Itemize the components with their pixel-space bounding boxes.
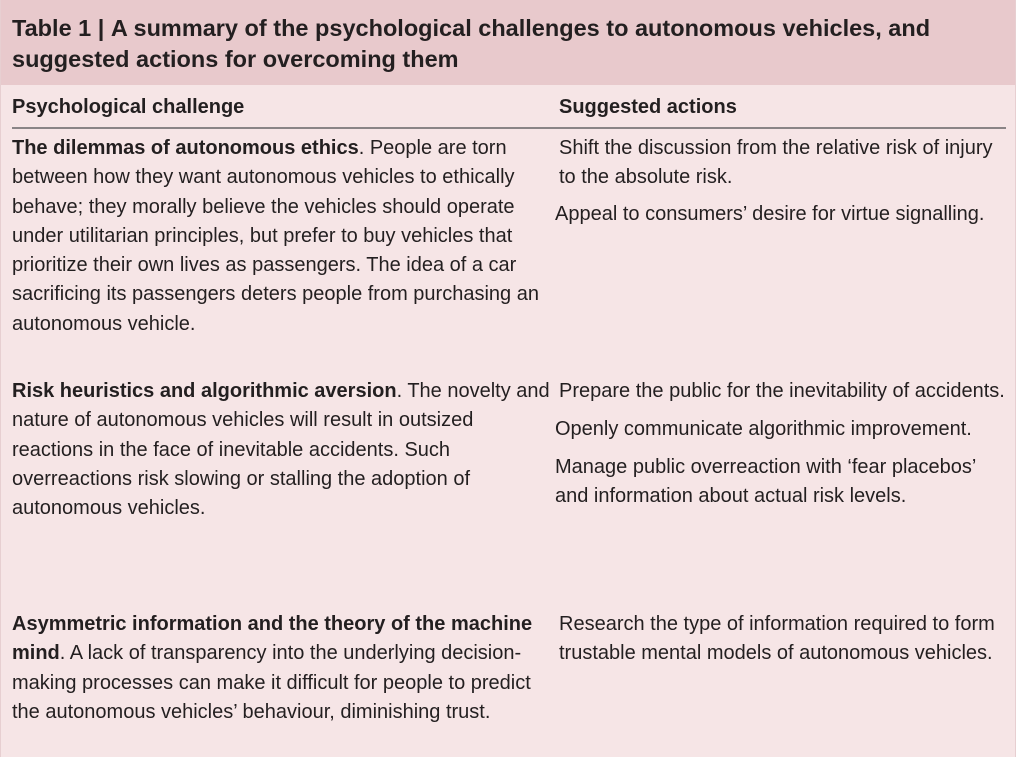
actions-cell — [555, 610, 1005, 678]
table-caption — [1, 0, 1015, 85]
action-item: Openly communicate algorithmic improvement. — [555, 418, 972, 441]
challenge-body: . The novelty and nature of autonomous vehicles will result in outsized reactions in the face of inevitable accidents. Such overreactions risk slowing or stalling the adoption of autonomous vehicles. — [12, 380, 550, 520]
table-header-row — [1, 92, 1016, 128]
actions-cell — [555, 377, 1005, 520]
challenge-body: . A lack of transparency into the underlying decision-making processes can make it difficult for people to predict the autonomous vehicles’ behaviour, diminishing trust. — [12, 642, 531, 723]
action-item: Appeal to consumers’ desire for virtue signalling. — [555, 202, 985, 225]
challenge-cell — [12, 610, 552, 727]
action-item: Shift the discussion from the relative risk of injury to the absolute risk. — [559, 137, 993, 189]
column-header-challenge: Psychological challenge — [12, 96, 245, 118]
challenge-body: . People are torn between how they want autonomous vehicles to ethically behave; they morally believe the vehicles should operate under utilitarian principles, but prefer to buy vehicles that prioritize their own lives as passengers. The idea of a car sacrificing its passengers deters people from purchasing an autonomous vehicle. — [12, 137, 539, 335]
action-item: Manage public overreaction with ‘fear placebos’ and information about actual risk levels. — [555, 455, 976, 507]
challenge-heading: The dilemmas of autonomous ethics — [12, 137, 359, 159]
header-rule — [12, 127, 1006, 129]
challenge-cell — [12, 377, 552, 523]
challenge-cell — [12, 134, 552, 339]
action-item: Prepare the public for the inevitability of accidents. — [559, 380, 1005, 402]
action-item: Research the type of information required to form trustable mental models of autonomous vehicles. — [559, 613, 995, 665]
challenge-heading: Asymmetric information and the theory of the machine mind — [12, 613, 533, 665]
table-title: A summary of the psychological challenges to autonomous vehicles, and suggested actions for overcoming them — [12, 15, 931, 72]
challenge-heading: Risk heuristics and algorithmic aversion — [12, 380, 397, 402]
table-label: Table 1 | — [12, 15, 105, 41]
column-header-actions: Suggested actions — [559, 96, 737, 118]
actions-cell — [555, 134, 1005, 238]
